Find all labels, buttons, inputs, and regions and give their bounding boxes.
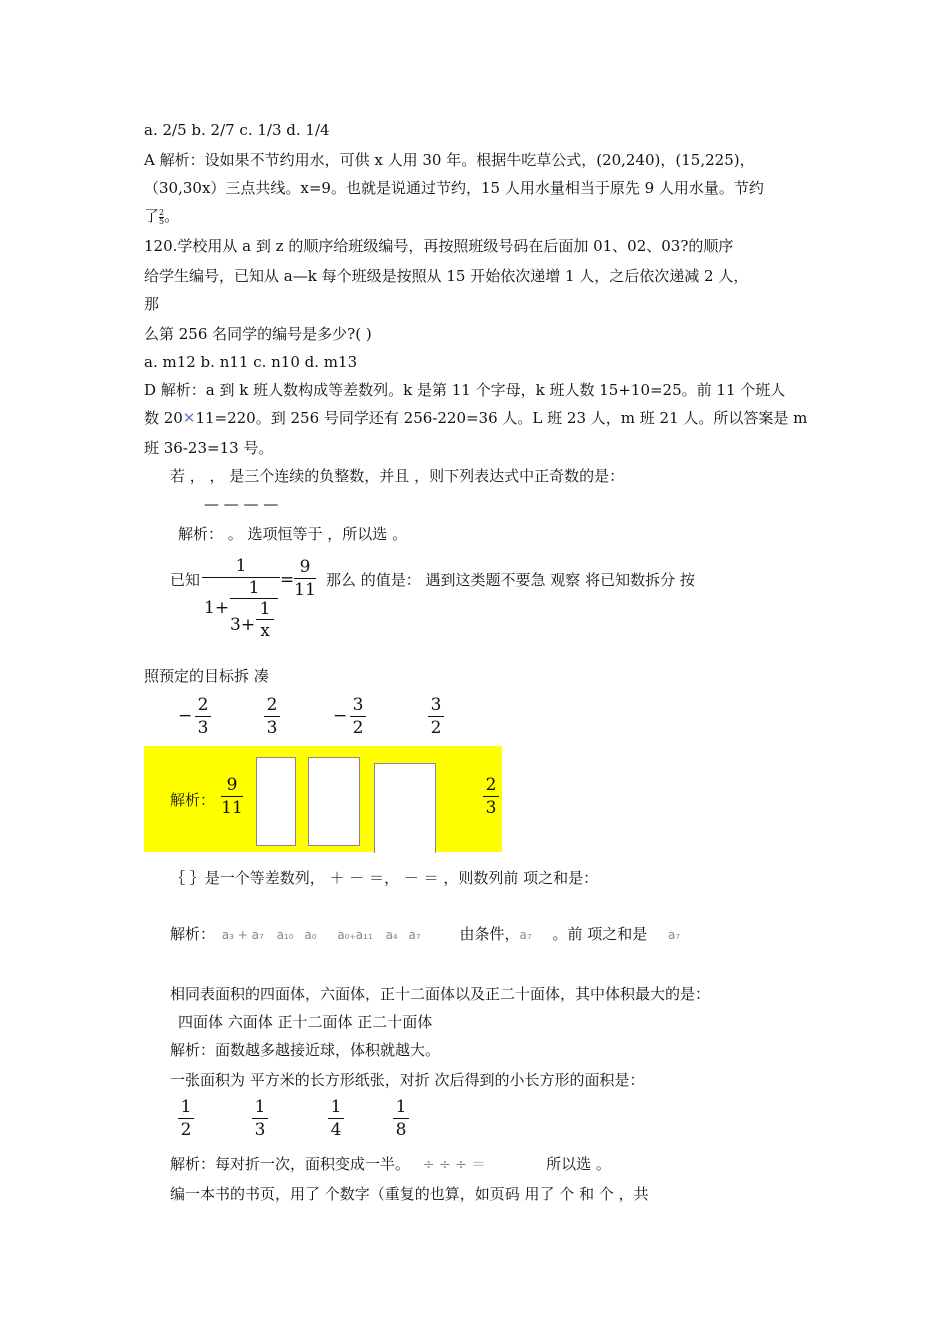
line-analysis-4: D 解析：a 到 k 班人数构成等差数列。k 是第 11 个字母，k 班人数 15+10=25。前 11 个班人 <box>144 381 786 399</box>
option-1-3 <box>251 1096 269 1141</box>
inner-fraction <box>202 578 280 658</box>
option-neg-2-3 <box>194 694 212 739</box>
text: 解析： <box>170 925 216 943</box>
text: A 解析：设如果不节约用水，可供 x 人用 30 年。根据牛吃草公式，(20,240)，(15,225)， <box>144 151 755 169</box>
num: 3 <box>352 695 364 715</box>
term: a₇ <box>408 928 421 942</box>
text: 。 <box>164 207 180 225</box>
line-options-2: a. m12 b. n11 c. n10 d. m13 <box>144 353 358 371</box>
fraction-2-3 <box>482 774 500 819</box>
option-3-2 <box>427 694 445 739</box>
term: a₀₊a₁₁ <box>337 928 373 942</box>
text: 11=220。到 256 号同学还有 256-220=36 人。L 班 23 人，m 班 21 人。所以答案是 m <box>195 409 808 427</box>
den: 3 <box>266 718 278 738</box>
text: 解析：每对折一次，面积变成一半。 <box>170 1155 411 1173</box>
line-known-label: 已知 <box>170 571 201 589</box>
fraction-9-11 <box>220 774 244 819</box>
line-analysis-1 <box>144 150 806 170</box>
inner2 <box>230 599 278 655</box>
line-question-120-b: 给学生编号，已知从 a—k 每个班级是按照从 15 开始依次递增 1 人，之后依次递减 2 人， <box>144 267 749 285</box>
times-mark-icon: ✕ <box>182 409 196 427</box>
den: 5 <box>159 216 165 226</box>
den: 2 <box>180 1120 192 1140</box>
term: a₇ <box>519 928 532 942</box>
minus-sign: − <box>178 706 193 726</box>
num: 2 <box>266 695 278 715</box>
line-analysis-5 <box>144 408 807 428</box>
term: a₀ <box>304 928 317 942</box>
den: 3 <box>254 1120 266 1140</box>
fraction-9-11 <box>293 556 317 601</box>
option-2-3 <box>263 694 281 739</box>
analysis-label: 解析： <box>170 791 216 809</box>
blank-box <box>256 757 296 846</box>
line-arith-seq: ｛ ｝是一个等差数列， ＋ － ＝， － ＝ ，则数列前 项之和是： <box>170 869 599 887</box>
equals: = <box>280 570 295 590</box>
line-polyhedra-options: 四面体 六面体 正十二面体 正二十面体 <box>178 1013 433 1031</box>
line-question-120-d: 么第 256 名同学的编号是多少?( ) <box>144 325 372 343</box>
den: 11 <box>221 798 243 818</box>
num: 2 <box>485 775 497 795</box>
line-known-rest: 那么 的值是： 遇到这类题不要急 观察 将已知数拆分 按 <box>326 571 695 589</box>
den: 4 <box>330 1120 342 1140</box>
den: 3 <box>197 718 209 738</box>
one-plus: 1+ <box>204 598 230 618</box>
num: 1 <box>254 1097 266 1117</box>
term: a₁₀ <box>276 928 294 942</box>
option-1-2 <box>177 1096 195 1141</box>
text: 数 20 <box>144 409 183 427</box>
inner <box>230 578 278 655</box>
continued-fraction <box>202 555 280 658</box>
option-1-8 <box>392 1096 410 1141</box>
den: 11 <box>294 580 316 600</box>
den: 8 <box>395 1120 407 1140</box>
line-dashes: — — — — <box>204 495 279 513</box>
line-question-120: 120.学校用从 a 到 z 的顺序给班级编号，再按照班级号码在后面加 01、02、03?的顺序 <box>144 237 734 255</box>
num: 1 <box>248 578 260 598</box>
line-question-120-c: 那 <box>144 295 160 313</box>
den: 2 <box>430 718 442 738</box>
den: x <box>260 621 270 641</box>
highlighted-analysis <box>144 746 502 852</box>
option-1-4 <box>327 1096 345 1141</box>
num: 3 <box>430 695 442 715</box>
num: 1 <box>235 556 247 576</box>
line-analysis-2: （30,30x）三点共线。x=9。也就是说通过节约，15 人用水量相当于原先 9 人用水量。节约 <box>144 179 764 197</box>
line-arith-analysis <box>170 924 680 945</box>
num: 2 <box>197 695 209 715</box>
inner3 <box>256 599 274 642</box>
num: 9 <box>226 775 238 795</box>
line-question-negint: 若 ， ， 是三个连续的负整数，并且 ，则下列表达式中正奇数的是： <box>170 467 625 485</box>
num: 1 <box>180 1097 192 1117</box>
blank-box <box>308 757 360 846</box>
line-options-1: a. 2/5 b. 2/7 c. 1/3 d. 1/4 <box>144 121 330 139</box>
line-continued: 照预定的目标拆 凑 <box>144 667 269 685</box>
minus-sign: − <box>333 706 348 726</box>
term: a₇ <box>668 928 681 942</box>
text: 所以选 。 <box>546 1155 611 1173</box>
den: 3 <box>485 798 497 818</box>
line-polyhedra-analysis: 解析：面数越多越接近球，体积就越大。 <box>170 1041 441 1059</box>
line-analysis-3 <box>144 206 179 226</box>
term: a₄ <box>385 928 398 942</box>
option-neg-3-2 <box>349 694 367 739</box>
line-analysis-6: 班 36-23=13 号。 <box>144 439 274 457</box>
num: 9 <box>299 557 311 577</box>
text: 了 <box>144 207 160 225</box>
term: a₃ + a₇ <box>221 928 264 942</box>
three-plus: 3+ <box>230 615 256 635</box>
text: 由条件， <box>459 925 520 943</box>
blank-box <box>374 763 436 853</box>
num: 1 <box>330 1097 342 1117</box>
line-polyhedra: 相同表面积的四面体，六面体，正十二面体以及正二十面体，其中体积最大的是： <box>170 985 711 1003</box>
num: 1 <box>395 1097 407 1117</box>
line-fold-analysis <box>170 1154 611 1175</box>
text: 。前 项之和是 <box>552 925 648 943</box>
num: 2 <box>159 207 165 217</box>
line-paper-fold: 一张面积为 平方米的长方形纸张，对折 次后得到的小长方形的面积是： <box>170 1071 645 1089</box>
division-sequence: ÷ ÷ ÷ ＝ <box>422 1157 486 1173</box>
line-book-pages: 编一本书的书页，用了 个数字（重复的也算，如页码 用了 个 和 个 ，共 <box>170 1185 649 1203</box>
num: 1 <box>259 599 271 619</box>
den: 2 <box>352 718 364 738</box>
line-analysis-negint: 解析： 。 选项恒等于 ，所以选 。 <box>178 525 408 543</box>
